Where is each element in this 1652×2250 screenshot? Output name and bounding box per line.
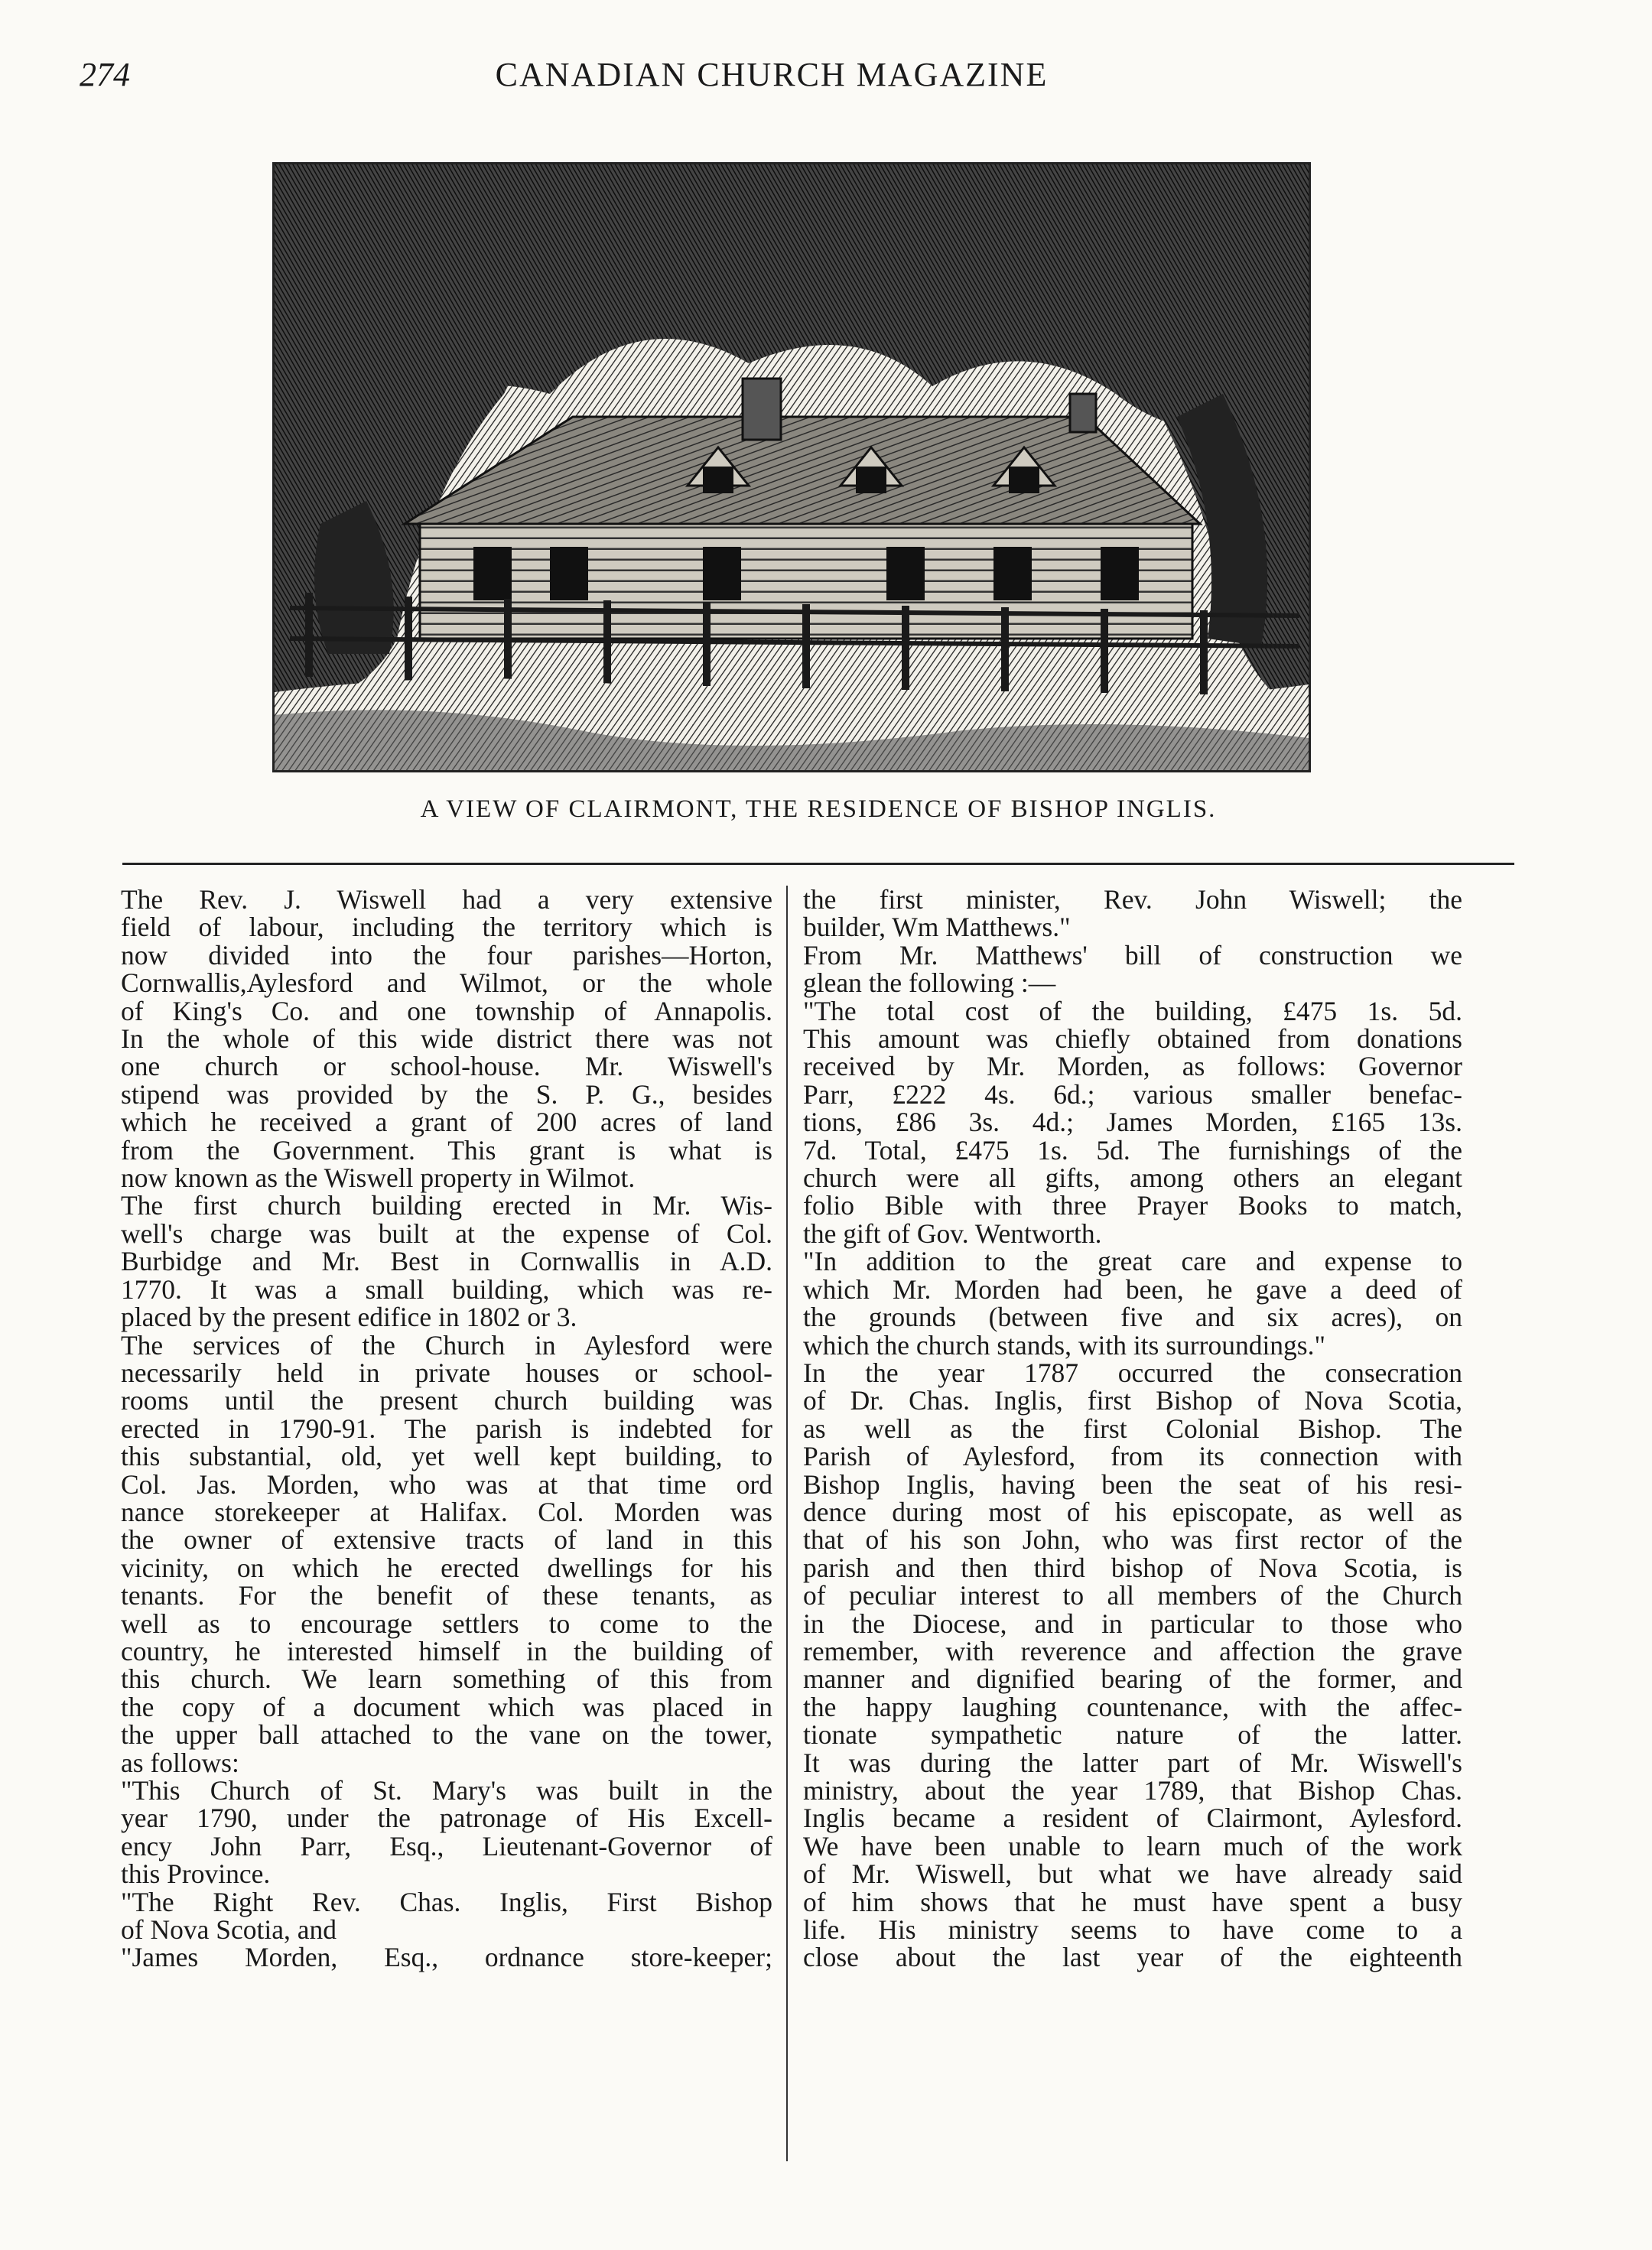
text-line: tenants. For the benefit of these tenants, as xyxy=(121,1580,772,1611)
left-column xyxy=(121,886,772,1972)
running-title: CANADIAN CHURCH MAGAZINE xyxy=(495,56,1049,93)
text-line: "The total cost of the building, £475 1s. 5d. xyxy=(803,995,1462,1026)
text-line: We have been unable to learn much of the work xyxy=(803,1830,1462,1861)
text-line: which the church stands, with its surroundings." xyxy=(803,1329,1325,1361)
text-line: builder, Wm Matthews." xyxy=(803,912,1071,943)
text-line: year 1790, under the patronage of His Excell- xyxy=(121,1803,772,1834)
text-line: of peculiar interest to all members of the Church xyxy=(803,1580,1462,1611)
text-line: erected in 1790-91. The parish is indebted for xyxy=(121,1413,772,1444)
text-line: Parish of Aylesford, from its connection with xyxy=(803,1441,1462,1472)
paragraph xyxy=(121,1943,772,1971)
paragraph xyxy=(803,1359,1462,1972)
paragraph xyxy=(121,1777,772,1888)
text-line: rooms until the present church building was xyxy=(121,1385,772,1416)
text-line: this church. We learn something of this from xyxy=(121,1663,772,1695)
text-line: field of labour, including the territory which is xyxy=(121,912,772,943)
text-line: received by Mr. Morden, as follows: Governor xyxy=(803,1051,1462,1082)
text-line: 1770. It was a small building, which was re- xyxy=(121,1273,772,1305)
text-line: one church or school-house. Mr. Wiswell's xyxy=(121,1051,772,1082)
text-line: this Province. xyxy=(121,1858,271,1890)
text-line: as follows: xyxy=(121,1747,239,1778)
text-line: This amount was chiefly obtained from donations xyxy=(803,1023,1462,1055)
text-line: of him shows that he must have spent a busy xyxy=(803,1886,1462,1917)
text-line: Cornwallis,Aylesford and Wilmot, or the whole xyxy=(121,967,772,999)
text-line: "James Morden, Esq., ordnance store-keeper; xyxy=(121,1942,772,1973)
text-line: well as to encourage settlers to come to the xyxy=(121,1608,772,1639)
text-line: well's charge was built at the expense of Col. xyxy=(121,1218,772,1249)
text-line: 7d. Total, £475 1s. 5d. The furnishings of the xyxy=(803,1134,1462,1166)
text-line: nance storekeeper at Halifax. Col. Morden was xyxy=(121,1496,772,1527)
paragraph xyxy=(121,1331,772,1777)
paragraph xyxy=(803,1247,1462,1359)
text-line: that of his son John, who was first rector of the xyxy=(803,1524,1462,1556)
text-line: necessarily held in private houses or school- xyxy=(121,1357,772,1388)
text-line: folio Bible with three Prayer Books to match, xyxy=(803,1190,1462,1221)
text-line: "In addition to the great care and expense to xyxy=(803,1246,1462,1277)
text-line: "This Church of St. Mary's was built in the xyxy=(121,1775,772,1806)
text-line: vicinity, on which he erected dwellings for his xyxy=(121,1552,772,1583)
paragraph xyxy=(121,886,772,1192)
text-line: Col. Jas. Morden, who was at that time ord xyxy=(121,1468,772,1500)
clairmont-engraving xyxy=(272,162,1311,772)
text-line: which Mr. Morden had been, he gave a deed of xyxy=(803,1273,1462,1305)
page-header xyxy=(80,55,1464,109)
text-line: stipend was provided by the S. P. G., besides xyxy=(121,1078,772,1110)
paragraph xyxy=(121,1888,772,1944)
text-line: the gift of Gov. Wentworth. xyxy=(803,1218,1102,1249)
text-line: close about the last year of the eighteenth xyxy=(803,1942,1462,1973)
text-line: "The Right Rev. Chas. Inglis, First Bishop xyxy=(121,1886,772,1917)
paragraph xyxy=(803,886,1462,941)
text-line: the owner of extensive tracts of land in this xyxy=(121,1524,772,1556)
text-line: The first church building erected in Mr. Wis- xyxy=(121,1190,772,1221)
text-line: the copy of a document which was placed in xyxy=(121,1691,772,1722)
paragraph xyxy=(803,997,1462,1248)
text-line: of King's Co. and one township of Annapolis. xyxy=(121,995,772,1026)
text-line: glean the following :— xyxy=(803,967,1056,999)
text-line: life. His ministry seems to have come to a xyxy=(803,1914,1462,1946)
column-divider xyxy=(786,886,788,2161)
text-line: this substantial, old, yet well kept building, to xyxy=(121,1441,772,1472)
text-line: now known as the Wiswell property in Wilmot. xyxy=(121,1162,636,1194)
text-line: church were all gifts, among others an elegant xyxy=(803,1162,1462,1194)
text-line: placed by the present edifice in 1802 or 3. xyxy=(121,1302,577,1333)
text-line: remember, with reverence and affection the grave xyxy=(803,1635,1462,1666)
text-line: In the whole of this wide district there was not xyxy=(121,1023,772,1055)
text-line: the happy laughing countenance, with the affec- xyxy=(803,1691,1462,1722)
text-line: parish and then third bishop of Nova Scotia, is xyxy=(803,1552,1462,1583)
text-line: of Dr. Chas. Inglis, first Bishop of Nova Scotia, xyxy=(803,1385,1462,1416)
paragraph xyxy=(803,941,1462,997)
text-line: It was during the latter part of Mr. Wiswell's xyxy=(803,1747,1462,1778)
text-line: as well as the first Colonial Bishop. The xyxy=(803,1413,1462,1444)
text-line: the upper ball attached to the vane on the tower, xyxy=(121,1719,772,1751)
right-column xyxy=(803,886,1462,1972)
text-line: Bishop Inglis, having been the seat of his resi- xyxy=(803,1468,1462,1500)
text-line: the first minister, Rev. John Wiswell; the xyxy=(803,884,1462,915)
text-line: the grounds (between five and six acres), on xyxy=(803,1302,1462,1333)
figure-caption: A VIEW OF CLAIRMONT, THE RESIDENCE OF BISHOP INGLIS. xyxy=(420,795,1217,823)
text-line: Inglis became a resident of Clairmont, Aylesford. xyxy=(803,1803,1462,1834)
text-line: The Rev. J. Wiswell had a very extensive xyxy=(121,884,772,915)
text-line: country, he interested himself in the building of xyxy=(121,1635,772,1666)
text-line: of Nova Scotia, and xyxy=(121,1914,337,1946)
text-line: of Mr. Wiswell, but what we have already said xyxy=(803,1858,1462,1890)
text-line: tions, £86 3s. 4d.; James Morden, £165 13s. xyxy=(803,1107,1462,1138)
text-line: tionate sympathetic nature of the latter. xyxy=(803,1719,1462,1751)
text-line: The services of the Church in Aylesford were xyxy=(121,1329,772,1361)
text-line: manner and dignified bearing of the former, and xyxy=(803,1663,1462,1695)
paragraph xyxy=(121,1192,772,1331)
page-number: 274 xyxy=(80,56,130,93)
text-line: dence during most of his episcopate, as well as xyxy=(803,1496,1462,1527)
text-line: now divided into the four parishes—Horton, xyxy=(121,939,772,971)
text-line: Burbidge and Mr. Best in Cornwallis in A.D. xyxy=(121,1246,772,1277)
text-line: In the year 1787 occurred the consecration xyxy=(803,1357,1462,1388)
text-line: Parr, £222 4s. 6d.; various smaller benefac- xyxy=(803,1078,1462,1110)
text-line: ency John Parr, Esq., Lieutenant-Governor of xyxy=(121,1830,772,1861)
text-line: ministry, about the year 1789, that Bishop Chas. xyxy=(803,1775,1462,1806)
text-line: from the Government. This grant is what is xyxy=(121,1134,772,1166)
text-line: in the Diocese, and in particular to those who xyxy=(803,1608,1462,1639)
text-line: which he received a grant of 200 acres of land xyxy=(121,1107,772,1138)
text-line: From Mr. Matthews' bill of construction we xyxy=(803,939,1462,971)
caption-rule xyxy=(122,863,1514,865)
